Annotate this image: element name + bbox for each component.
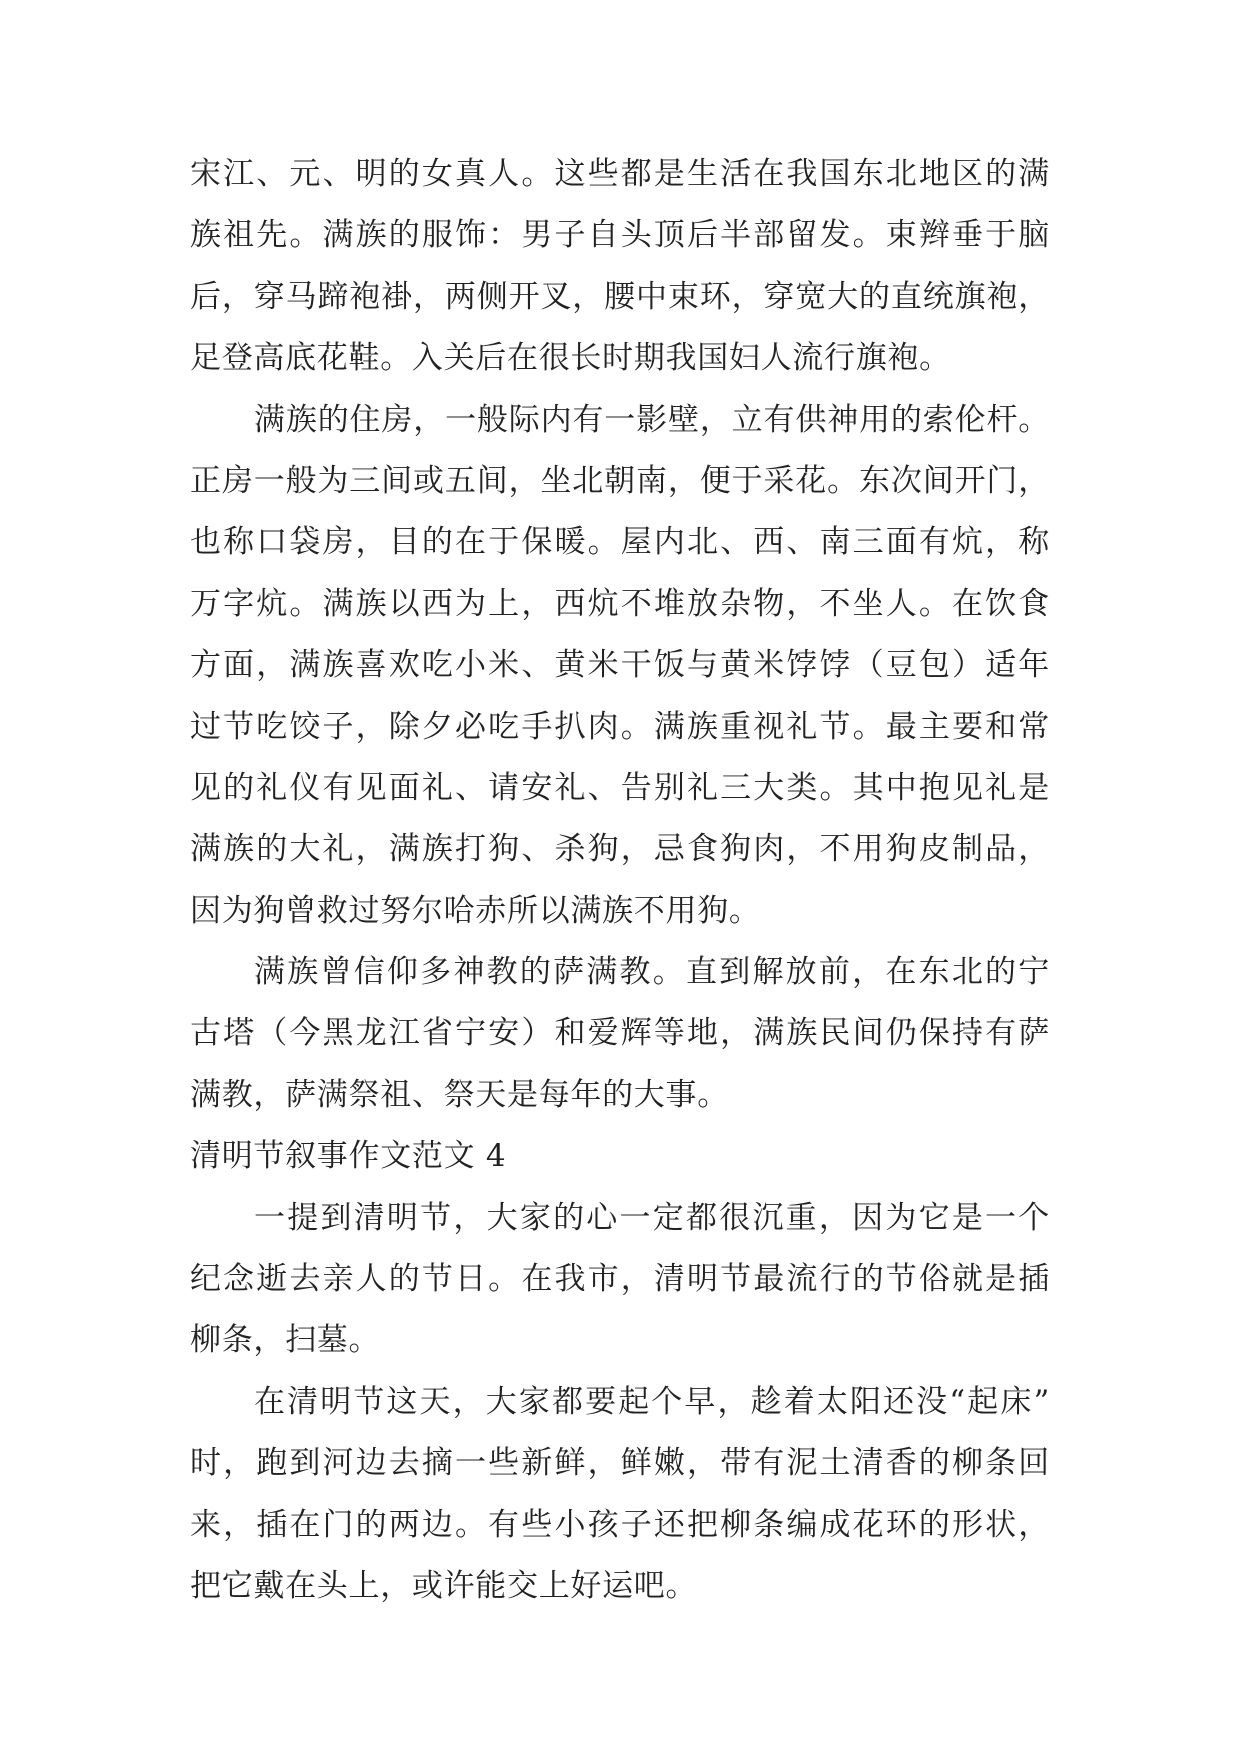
paragraph-manchu-religion (190, 942, 1050, 1126)
paragraph-manchu-housing (190, 390, 1050, 943)
text-line: 万字炕。满族以西为上，西炕不堆放杂物，不坐人。在饮食 (190, 585, 1050, 622)
text-line: 来，插在门的两边。有些小孩子还把柳条编成花环的形状， (190, 1506, 1050, 1543)
text-line: 正房一般为三间或五间，坐北朝南，便于采花。东次间开门， (190, 462, 1050, 499)
section-heading: 清明节叙事作文范文 4 (190, 1138, 507, 1175)
paragraph-manchu-ancestry (190, 144, 1050, 390)
text-line: 时，跑到河边去摘一些新鲜，鲜嫩，带有泥土清香的柳条回 (190, 1445, 1050, 1482)
paragraph-qingming-intro (190, 1188, 1050, 1372)
text-line: 后，穿马蹄袍褂，两侧开叉，腰中束环，穿宽大的直统旗袍， (190, 278, 1050, 315)
text-line: 族祖先。满族的服饰：男子自头顶后半部留发。束辫垂于脑 (190, 217, 1050, 254)
paragraph-qingming-willow (190, 1372, 1050, 1618)
text-line: 方面，满族喜欢吃小米、黄米干饭与黄米饽饽（豆包）适年 (190, 647, 1050, 684)
text-line: 也称口袋房，目的在于保暖。屋内北、西、南三面有炕，称 (190, 524, 1050, 561)
text-line: 宋江、元、明的女真人。这些都是生活在我国东北地区的满 (190, 156, 1050, 192)
document-body (190, 144, 1050, 1617)
text-line: 纪念逝去亲人的节日。在我市，清明节最流行的节俗就是插 (190, 1261, 1050, 1298)
text-line: 一提到清明节，大家的心一定都很沉重，因为它是一个 (254, 1199, 1050, 1236)
text-line: 因为狗曾救过努尔哈赤所以满族不用狗。 (190, 892, 761, 929)
text-line: 把它戴在头上，或许能交上好运吧。 (190, 1567, 698, 1604)
text-line: 足登高底花鞋。入关后在很长时期我国妇人流行旗袍。 (190, 340, 951, 377)
text-line: 满教，萨满祭祖、祭天是每年的大事。 (190, 1076, 729, 1113)
text-line: 见的礼仪有见面礼、请安礼、告别礼三大类。其中抱见礼是 (190, 769, 1050, 806)
text-line: 在清明节这天，大家都要起个早，趁着太阳还没“起床” (254, 1383, 1050, 1420)
text-line: 满族的住房，一般际内有一影壁，立有供神用的索伦杆。 (254, 401, 1050, 438)
text-line: 柳条，扫墓。 (190, 1322, 381, 1359)
text-line: 满族曾信仰多神教的萨满教。直到解放前，在东北的宁 (254, 954, 1050, 991)
text-line: 满族的大礼，满族打狗、杀狗，忌食狗肉，不用狗皮制品， (190, 831, 1050, 868)
text-line: 古塔（今黑龙江省宁安）和爱辉等地，满族民间仍保持有萨 (190, 1015, 1050, 1052)
text-line: 过节吃饺子，除夕必吃手扒肉。满族重视礼节。最主要和常 (190, 708, 1050, 745)
